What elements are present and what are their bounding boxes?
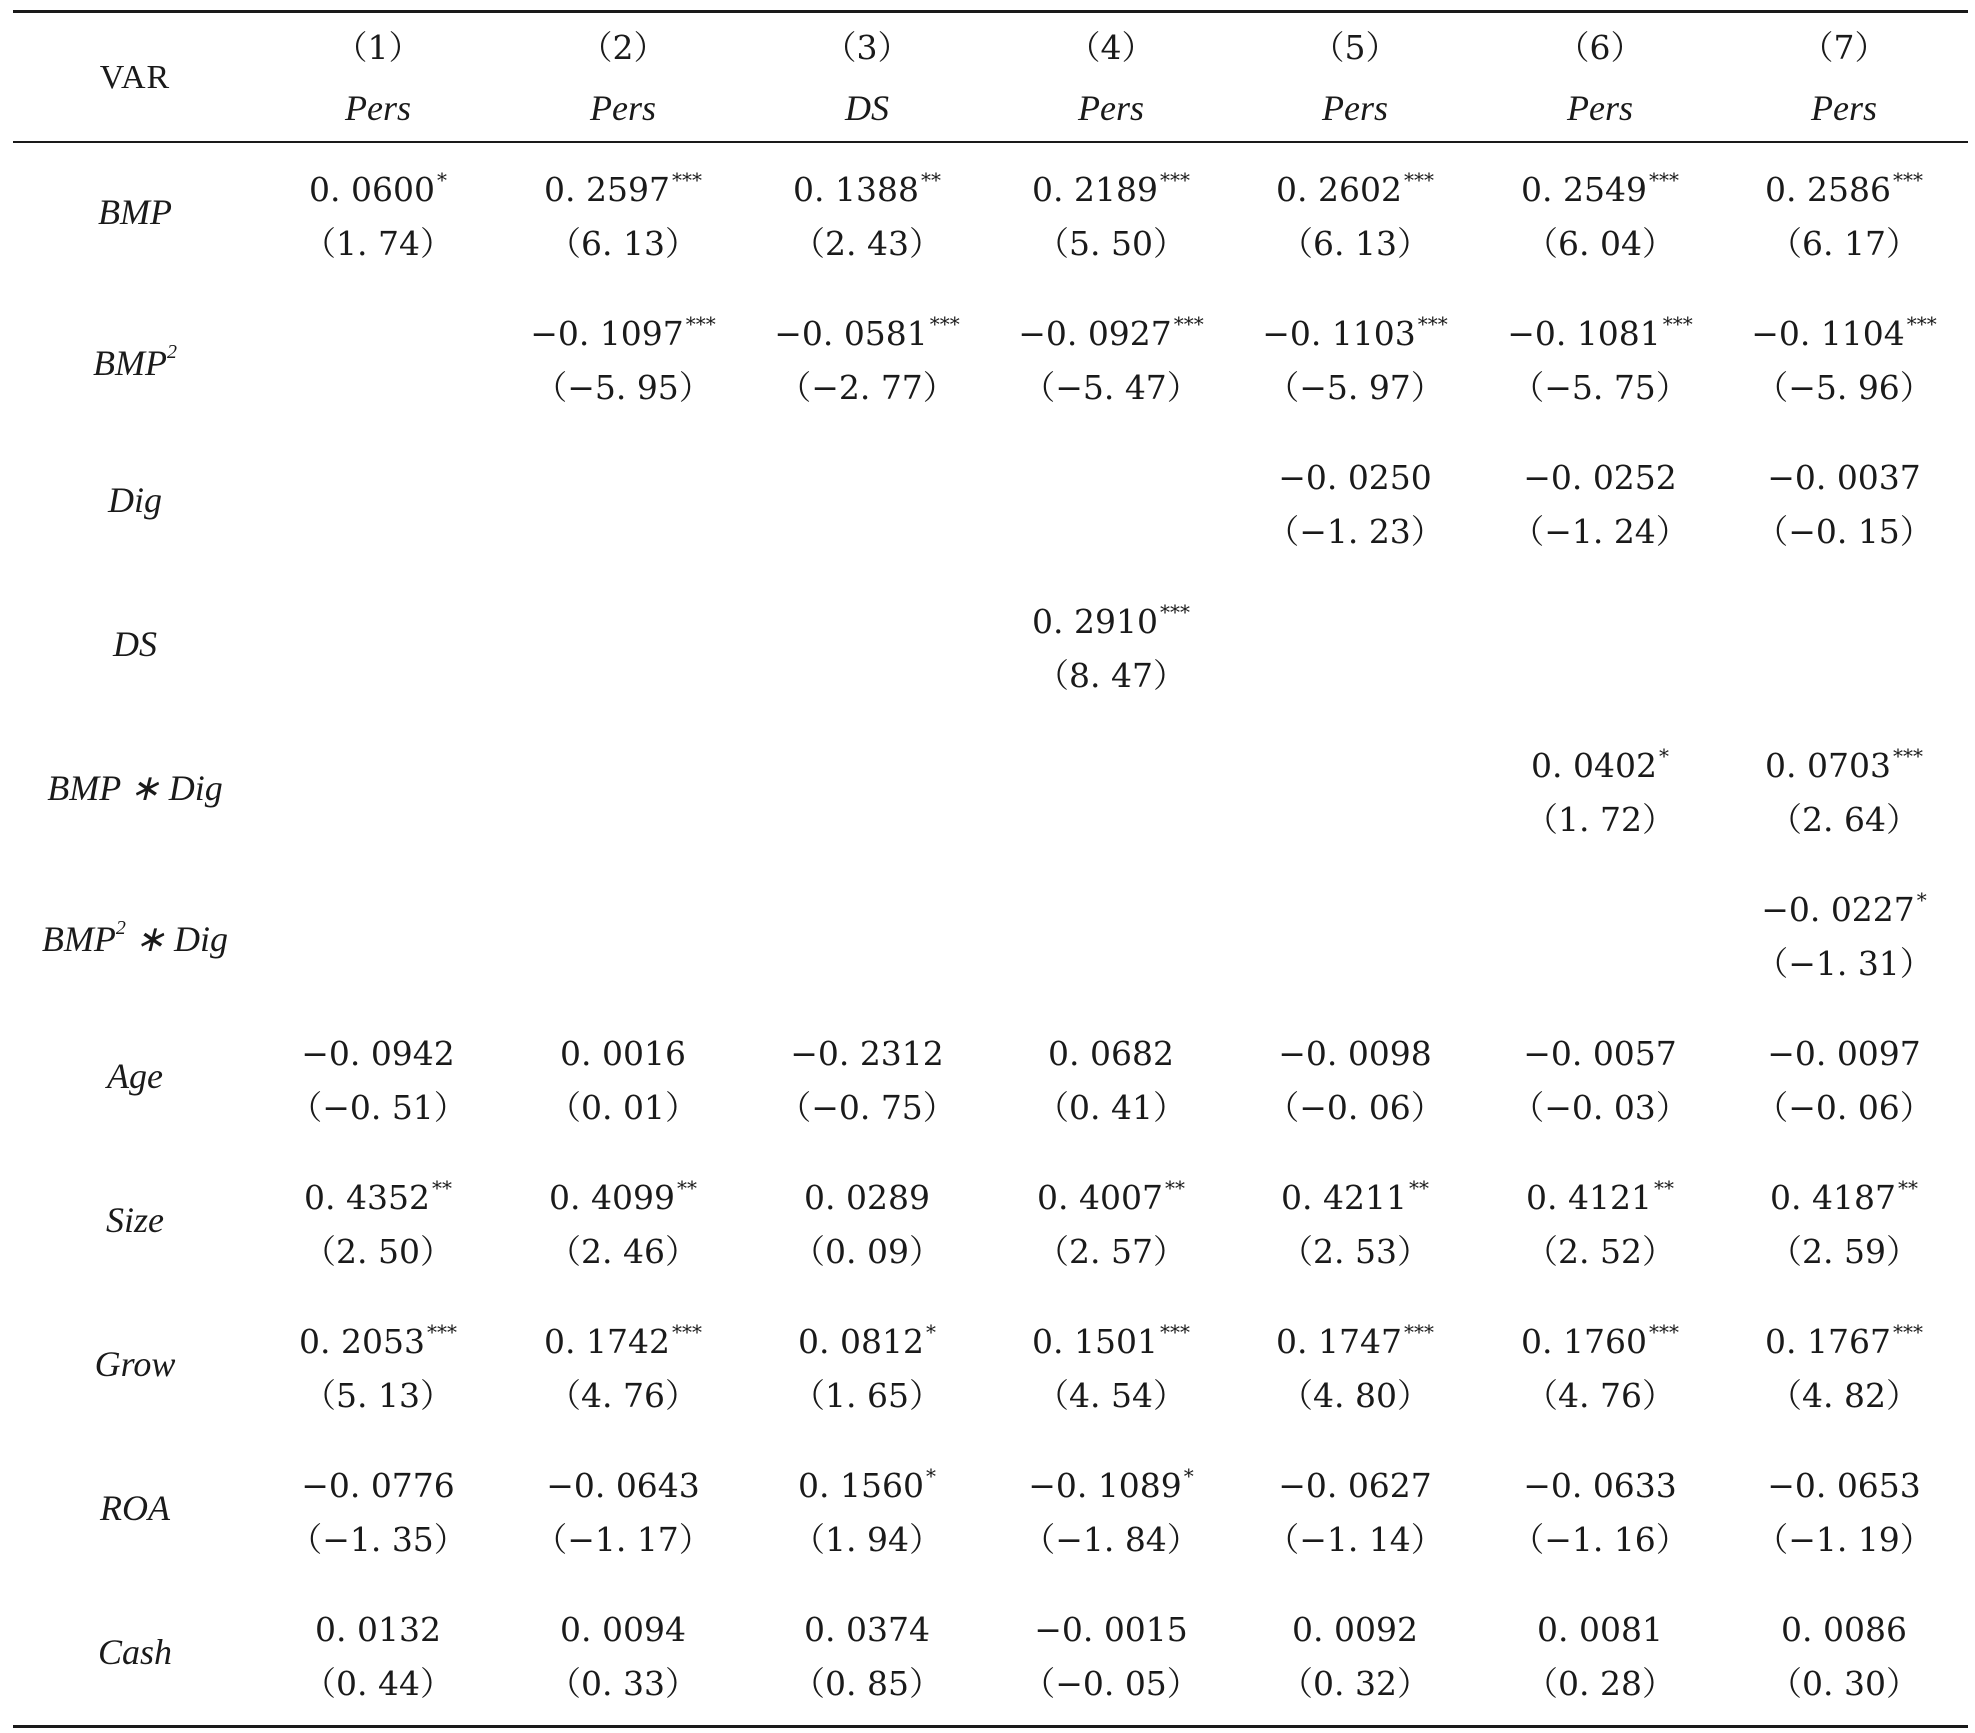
t-statistic: （−5. 95） <box>534 368 712 407</box>
t-statistic: （8. 47） <box>1036 656 1186 695</box>
significance-stars: *** <box>671 1320 702 1344</box>
coefficient <box>1485 1034 1715 1074</box>
coefficient <box>1240 458 1470 498</box>
t-statistic: （2. 52） <box>1525 1232 1675 1271</box>
significance-stars: *** <box>1906 312 1937 336</box>
row-label <box>5 912 265 959</box>
coefficient <box>508 1178 738 1222</box>
coefficient <box>1485 1322 1715 1366</box>
significance-stars: ** <box>1653 1176 1674 1200</box>
t-statistic: （4. 54） <box>1036 1376 1186 1415</box>
t-statistic: （5. 50） <box>1036 224 1186 263</box>
significance-stars: *** <box>1173 312 1204 336</box>
row-label-var: Size <box>106 1200 164 1240</box>
coefficient-value: −0. 0581 <box>774 314 928 353</box>
coefficient-value: −0. 0643 <box>546 1466 700 1505</box>
t-statistic: （−5. 96） <box>1755 368 1933 407</box>
coefficient-value: 0. 4211 <box>1281 1178 1407 1217</box>
coefficient <box>996 1034 1226 1074</box>
coefficient <box>1240 1322 1470 1366</box>
t-statistic: （−0. 51） <box>289 1088 467 1127</box>
coefficient <box>263 1178 493 1222</box>
coefficient-value: −0. 0227 <box>1761 890 1915 929</box>
coefficient-value: 0. 0374 <box>804 1610 930 1649</box>
coefficient <box>996 170 1226 214</box>
t-statistic: （−0. 05） <box>1022 1664 1200 1703</box>
t-statistic: （−1. 16） <box>1511 1520 1689 1559</box>
significance-stars: * <box>1183 1464 1194 1488</box>
row-label <box>5 1632 265 1672</box>
row-label <box>5 1344 265 1384</box>
coefficient-value: 0. 1560 <box>798 1466 924 1505</box>
coefficient <box>1240 314 1470 358</box>
coefficient-value: 0. 0703 <box>1765 746 1891 785</box>
row-label-var: BMP <box>93 343 167 383</box>
t-statistic: （1. 94） <box>792 1520 942 1559</box>
row-label-interaction: ∗ Dig <box>120 768 223 808</box>
row-label <box>5 192 265 232</box>
t-statistic: （−0. 15） <box>1755 512 1933 551</box>
table-header-rule <box>13 141 1968 143</box>
row-label-var: BMP <box>98 192 172 232</box>
significance-stars: * <box>925 1320 936 1344</box>
coefficient <box>1240 1466 1470 1506</box>
header-column-number: （1） <box>334 28 422 67</box>
t-statistic: （−5. 47） <box>1022 368 1200 407</box>
header-column-number: （7） <box>1800 28 1888 67</box>
t-statistic: （2. 43） <box>792 224 942 263</box>
coefficient-value: −0. 1103 <box>1262 314 1416 353</box>
t-statistic: （2. 64） <box>1769 800 1919 839</box>
coefficient-value: 0. 0812 <box>798 1322 924 1361</box>
coefficient <box>996 1322 1226 1366</box>
significance-stars: ** <box>1897 1176 1918 1200</box>
significance-stars: *** <box>1648 168 1679 192</box>
significance-stars: * <box>436 168 447 192</box>
significance-stars: *** <box>1159 168 1190 192</box>
coefficient-value: −0. 1081 <box>1507 314 1661 353</box>
t-statistic: （2. 46） <box>548 1232 698 1271</box>
header-column-number: （2） <box>579 28 667 67</box>
coefficient <box>263 170 493 214</box>
t-statistic: （6. 13） <box>548 224 698 263</box>
coefficient-value: 0. 0081 <box>1537 1610 1663 1649</box>
coefficient <box>1485 1178 1715 1222</box>
coefficient-value: −0. 0037 <box>1767 458 1921 497</box>
coefficient-value: 0. 2597 <box>544 170 670 209</box>
coefficient <box>996 1178 1226 1222</box>
row-label <box>5 336 265 383</box>
significance-stars: ** <box>676 1176 697 1200</box>
header-dependent-variable: Pers <box>1322 88 1388 128</box>
coefficient-value: 0. 2602 <box>1276 170 1402 209</box>
coefficient <box>263 1322 493 1366</box>
coefficient-value: −0. 0633 <box>1523 1466 1677 1505</box>
row-label-var: Dig <box>108 480 162 520</box>
significance-stars: *** <box>1417 312 1448 336</box>
t-statistic: （0. 44） <box>303 1664 453 1703</box>
coefficient-value: −0. 0057 <box>1523 1034 1677 1073</box>
coefficient <box>752 1034 982 1074</box>
coefficient-value: 0. 1388 <box>793 170 919 209</box>
t-statistic: （−5. 75） <box>1511 368 1689 407</box>
coefficient-value: 0. 4352 <box>304 1178 430 1217</box>
coefficient-value: 0. 0092 <box>1292 1610 1418 1649</box>
coefficient-value: 0. 1747 <box>1276 1322 1402 1361</box>
t-statistic: （0. 30） <box>1769 1664 1919 1703</box>
coefficient-value: 0. 0289 <box>804 1178 930 1217</box>
t-statistic: （−5. 97） <box>1266 368 1444 407</box>
table-bottom-rule <box>13 1725 1968 1728</box>
coefficient <box>996 1466 1226 1510</box>
coefficient-value: 0. 0132 <box>315 1610 441 1649</box>
coefficient <box>508 1610 738 1650</box>
coefficient <box>1240 1034 1470 1074</box>
t-statistic: （1. 72） <box>1525 800 1675 839</box>
coefficient <box>508 1322 738 1366</box>
coefficient-value: 0. 4099 <box>549 1178 675 1217</box>
coefficient-value: −0. 2312 <box>790 1034 944 1073</box>
significance-stars: *** <box>1892 1320 1923 1344</box>
coefficient-value: 0. 2053 <box>299 1322 425 1361</box>
row-label-var: BMP <box>41 919 116 959</box>
significance-stars: *** <box>1159 1320 1190 1344</box>
coefficient <box>1729 170 1959 214</box>
t-statistic: （−1. 35） <box>289 1520 467 1559</box>
coefficient-value: −0. 1097 <box>530 314 684 353</box>
coefficient <box>752 314 982 358</box>
coefficient <box>1729 890 1959 934</box>
significance-stars: * <box>1916 888 1927 912</box>
t-statistic: （−1. 23） <box>1266 512 1444 551</box>
significance-stars: *** <box>1662 312 1693 336</box>
t-statistic: （6. 13） <box>1280 224 1430 263</box>
header-dependent-variable: Pers <box>1078 88 1144 128</box>
row-label-var: DS <box>113 624 157 664</box>
coefficient-value: −0. 0927 <box>1018 314 1172 353</box>
coefficient-value: 0. 1742 <box>544 1322 670 1361</box>
coefficient-value: 0. 1760 <box>1521 1322 1647 1361</box>
coefficient <box>263 1466 493 1506</box>
coefficient <box>752 1322 982 1366</box>
header-column-number: （6） <box>1556 28 1644 67</box>
coefficient-value: −0. 0776 <box>301 1466 455 1505</box>
coefficient <box>996 1610 1226 1650</box>
coefficient-value: 0. 2549 <box>1521 170 1647 209</box>
t-statistic: （−1. 17） <box>534 1520 712 1559</box>
coefficient <box>1240 1178 1470 1222</box>
coefficient-value: 0. 4121 <box>1526 1178 1652 1217</box>
significance-stars: * <box>925 1464 936 1488</box>
coefficient-value: 0. 4007 <box>1037 1178 1163 1217</box>
coefficient <box>996 602 1226 646</box>
t-statistic: （0. 28） <box>1525 1664 1675 1703</box>
coefficient <box>752 170 982 214</box>
coefficient <box>752 1178 982 1218</box>
coefficient-value: −0. 0653 <box>1767 1466 1921 1505</box>
row-label-var: ROA <box>100 1488 170 1528</box>
row-label <box>5 1488 265 1528</box>
coefficient <box>1729 1466 1959 1506</box>
t-statistic: （4. 76） <box>1525 1376 1675 1415</box>
significance-stars: * <box>1658 744 1669 768</box>
coefficient <box>1240 170 1470 214</box>
row-label-var: Age <box>107 1056 163 1096</box>
coefficient-value: −0. 0015 <box>1034 1610 1188 1649</box>
t-statistic: （−2. 77） <box>778 368 956 407</box>
coefficient-value: 0. 2189 <box>1032 170 1158 209</box>
t-statistic: （4. 82） <box>1769 1376 1919 1415</box>
coefficient <box>1240 1610 1470 1650</box>
coefficient-value: −0. 0097 <box>1767 1034 1921 1073</box>
significance-stars: *** <box>1159 600 1190 624</box>
t-statistic: （0. 41） <box>1036 1088 1186 1127</box>
header-dependent-variable: Pers <box>1567 88 1633 128</box>
coefficient-value: −0. 0098 <box>1278 1034 1432 1073</box>
t-statistic: （−1. 31） <box>1755 944 1933 983</box>
t-statistic: （2. 53） <box>1280 1232 1430 1271</box>
significance-stars: *** <box>426 1320 457 1344</box>
t-statistic: （4. 80） <box>1280 1376 1430 1415</box>
coefficient <box>1729 746 1959 790</box>
t-statistic: （0. 32） <box>1280 1664 1430 1703</box>
t-statistic: （6. 04） <box>1525 224 1675 263</box>
coefficient <box>1485 746 1715 790</box>
coefficient-value: 0. 0682 <box>1048 1034 1174 1073</box>
coefficient-value: −0. 0627 <box>1278 1466 1432 1505</box>
header-dependent-variable: Pers <box>1811 88 1877 128</box>
coefficient-value: −0. 1104 <box>1751 314 1905 353</box>
row-label-superscript: 2 <box>115 917 126 939</box>
t-statistic: （0. 33） <box>548 1664 698 1703</box>
row-label-var: BMP <box>47 768 121 808</box>
t-statistic: （0. 09） <box>792 1232 942 1271</box>
significance-stars: *** <box>671 168 702 192</box>
coefficient <box>263 1034 493 1074</box>
coefficient-value: 0. 2910 <box>1032 602 1158 641</box>
t-statistic: （−1. 19） <box>1755 1520 1933 1559</box>
coefficient-value: −0. 0252 <box>1523 458 1677 497</box>
coefficient <box>1729 1178 1959 1222</box>
significance-stars: *** <box>1403 1320 1434 1344</box>
coefficient-value: 0. 0086 <box>1781 1610 1907 1649</box>
coefficient <box>508 1034 738 1074</box>
row-label <box>5 768 265 808</box>
t-statistic: （1. 74） <box>303 224 453 263</box>
row-label-var: Grow <box>94 1344 176 1384</box>
header-dependent-variable: Pers <box>345 88 411 128</box>
t-statistic: （5. 13） <box>303 1376 453 1415</box>
significance-stars: *** <box>929 312 960 336</box>
coefficient <box>508 170 738 214</box>
coefficient <box>1485 458 1715 498</box>
coefficient <box>752 1466 982 1510</box>
significance-stars: ** <box>1408 1176 1429 1200</box>
t-statistic: （1. 65） <box>792 1376 942 1415</box>
coefficient-value: 0. 1501 <box>1032 1322 1158 1361</box>
significance-stars: *** <box>1403 168 1434 192</box>
header-var-label: VAR <box>99 59 171 96</box>
row-label <box>5 1200 265 1240</box>
table-top-rule <box>13 10 1968 13</box>
header-column-number: （4） <box>1067 28 1155 67</box>
t-statistic: （2. 57） <box>1036 1232 1186 1271</box>
t-statistic: （−0. 75） <box>778 1088 956 1127</box>
t-statistic: （−0. 06） <box>1755 1088 1933 1127</box>
t-statistic: （−1. 24） <box>1511 512 1689 551</box>
coefficient <box>1729 458 1959 498</box>
t-statistic: （0. 85） <box>792 1664 942 1703</box>
t-statistic: （0. 01） <box>548 1088 698 1127</box>
significance-stars: ** <box>920 168 941 192</box>
coefficient <box>996 314 1226 358</box>
header-dependent-variable: DS <box>845 88 889 128</box>
coefficient-value: 0. 0094 <box>560 1610 686 1649</box>
coefficient <box>263 1610 493 1650</box>
significance-stars: ** <box>431 1176 452 1200</box>
t-statistic: （−0. 03） <box>1511 1088 1689 1127</box>
row-label-superscript: 2 <box>166 341 177 363</box>
significance-stars: ** <box>1164 1176 1185 1200</box>
header-column-number: （3） <box>823 28 911 67</box>
row-label <box>5 624 265 664</box>
t-statistic: （4. 76） <box>548 1376 698 1415</box>
significance-stars: *** <box>1892 168 1923 192</box>
coefficient-value: 0. 0600 <box>309 170 435 209</box>
coefficient-value: 0. 1767 <box>1765 1322 1891 1361</box>
coefficient <box>508 1466 738 1506</box>
coefficient <box>1729 1610 1959 1650</box>
row-label-var: Cash <box>97 1632 173 1672</box>
coefficient-value: 0. 0016 <box>560 1034 686 1073</box>
coefficient <box>1729 314 1959 358</box>
row-label <box>5 1056 265 1096</box>
coefficient <box>1485 170 1715 214</box>
t-statistic: （2. 59） <box>1769 1232 1919 1271</box>
t-statistic: （−1. 14） <box>1266 1520 1444 1559</box>
significance-stars: *** <box>685 312 716 336</box>
header-column-number: （5） <box>1311 28 1399 67</box>
coefficient-value: 0. 0402 <box>1531 746 1657 785</box>
coefficient <box>752 1610 982 1650</box>
coefficient <box>1485 314 1715 358</box>
significance-stars: *** <box>1892 744 1923 768</box>
coefficient-value: 0. 4187 <box>1770 1178 1896 1217</box>
coefficient <box>1729 1322 1959 1366</box>
t-statistic: （2. 50） <box>303 1232 453 1271</box>
coefficient <box>1485 1610 1715 1650</box>
coefficient-value: −0. 0250 <box>1278 458 1432 497</box>
header-dependent-variable: Pers <box>590 88 656 128</box>
coefficient-value: −0. 0942 <box>301 1034 455 1073</box>
coefficient-value: −0. 1089 <box>1028 1466 1182 1505</box>
t-statistic: （−0. 06） <box>1266 1088 1444 1127</box>
t-statistic: （6. 17） <box>1769 224 1919 263</box>
coefficient-value: 0. 2586 <box>1765 170 1891 209</box>
t-statistic: （−1. 84） <box>1022 1520 1200 1559</box>
row-label-interaction: ∗ Dig <box>125 919 229 959</box>
coefficient <box>1485 1466 1715 1506</box>
coefficient <box>1729 1034 1959 1074</box>
coefficient <box>508 314 738 358</box>
row-label <box>5 480 265 520</box>
significance-stars: *** <box>1648 1320 1679 1344</box>
